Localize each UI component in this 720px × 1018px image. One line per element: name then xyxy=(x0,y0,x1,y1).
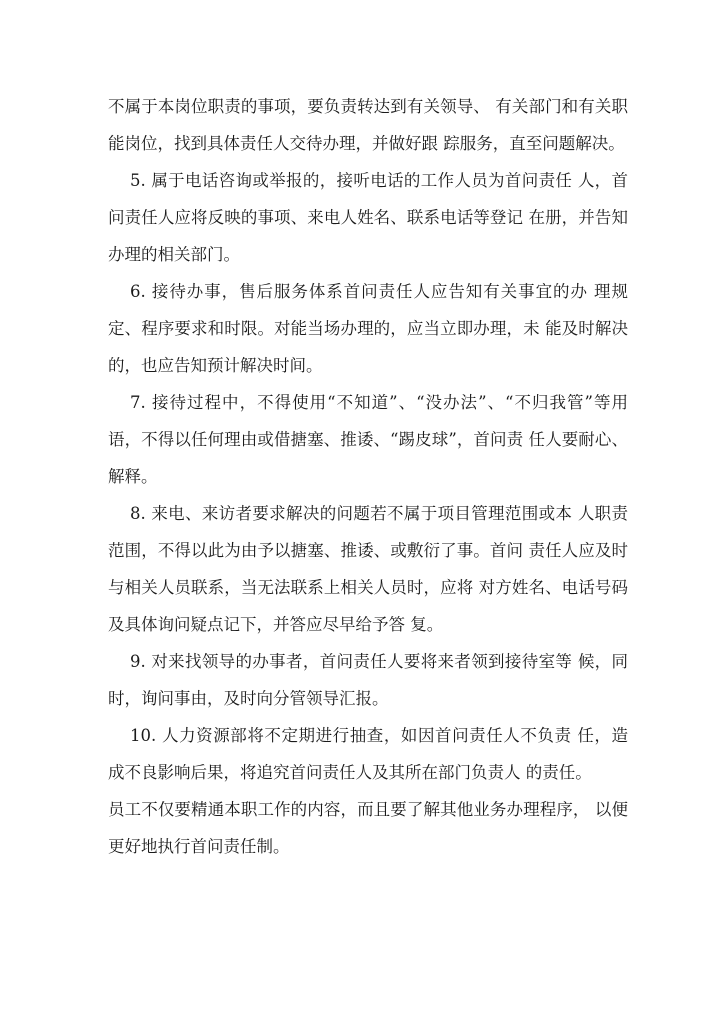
paragraph-closing: 员工不仅要精通本职工作的内容，而且要了解其他业务办理程序， 以便更好地执行首问责任制。 xyxy=(108,800,628,856)
paragraph-item-5: 5. 属于电话咨询或举报的，接听电话的工作人员为首问责任 人，首问责任人应将反映的事项、来电人姓名、联系电话等登记 在册，并告知办理的相关部门。 xyxy=(108,171,628,264)
paragraph-item-6: 6. 接待办事，售后服务体系首问责任人应告知有关事宜的办 理规定、程序要求和时限。对能当场办理的，应当立即办理，未 能及时解决的，也应告知预计解决时间。 xyxy=(108,282,628,375)
paragraph-continuation: 不属于本岗位职责的事项，要负责转达到有关领导、 有关部门和有关职能岗位，找到具体责任人交待办理，并做好跟 踪服务，直至问题解决。 xyxy=(108,97,628,153)
paragraph-item-9: 9. 对来找领导的办事者，首问责任人要将来者领到接待室等 候，同时，询问事由，及时向分管领导汇报。 xyxy=(108,652,628,708)
paragraph-item-10: 10. 人力资源部将不定期进行抽查，如因首问责任人不负责 任，造成不良影响后果，将追究首问责任人及其所在部门负责人 的责任。 xyxy=(108,726,628,782)
document-body xyxy=(108,88,628,865)
paragraph-item-7: 7. 接待过程中，不得使用“不知道”、“没办法”、“不归我管”等用语，不得以任何理由或借搪塞、推诿、“踢皮球”，首问责 任人要耐心、解释。 xyxy=(108,393,628,486)
paragraph-item-8: 8. 来电、来访者要求解决的问题若不属于项目管理范围或本 人职责范围，不得以此为由予以搪塞、推诿、或敷衍了事。首问 责任人应及时与相关人员联系，当无法联系上相关人员时，应将 对方姓名、电话号码及具体询问疑点记下，并答应尽早给予答 复。 xyxy=(108,504,628,634)
